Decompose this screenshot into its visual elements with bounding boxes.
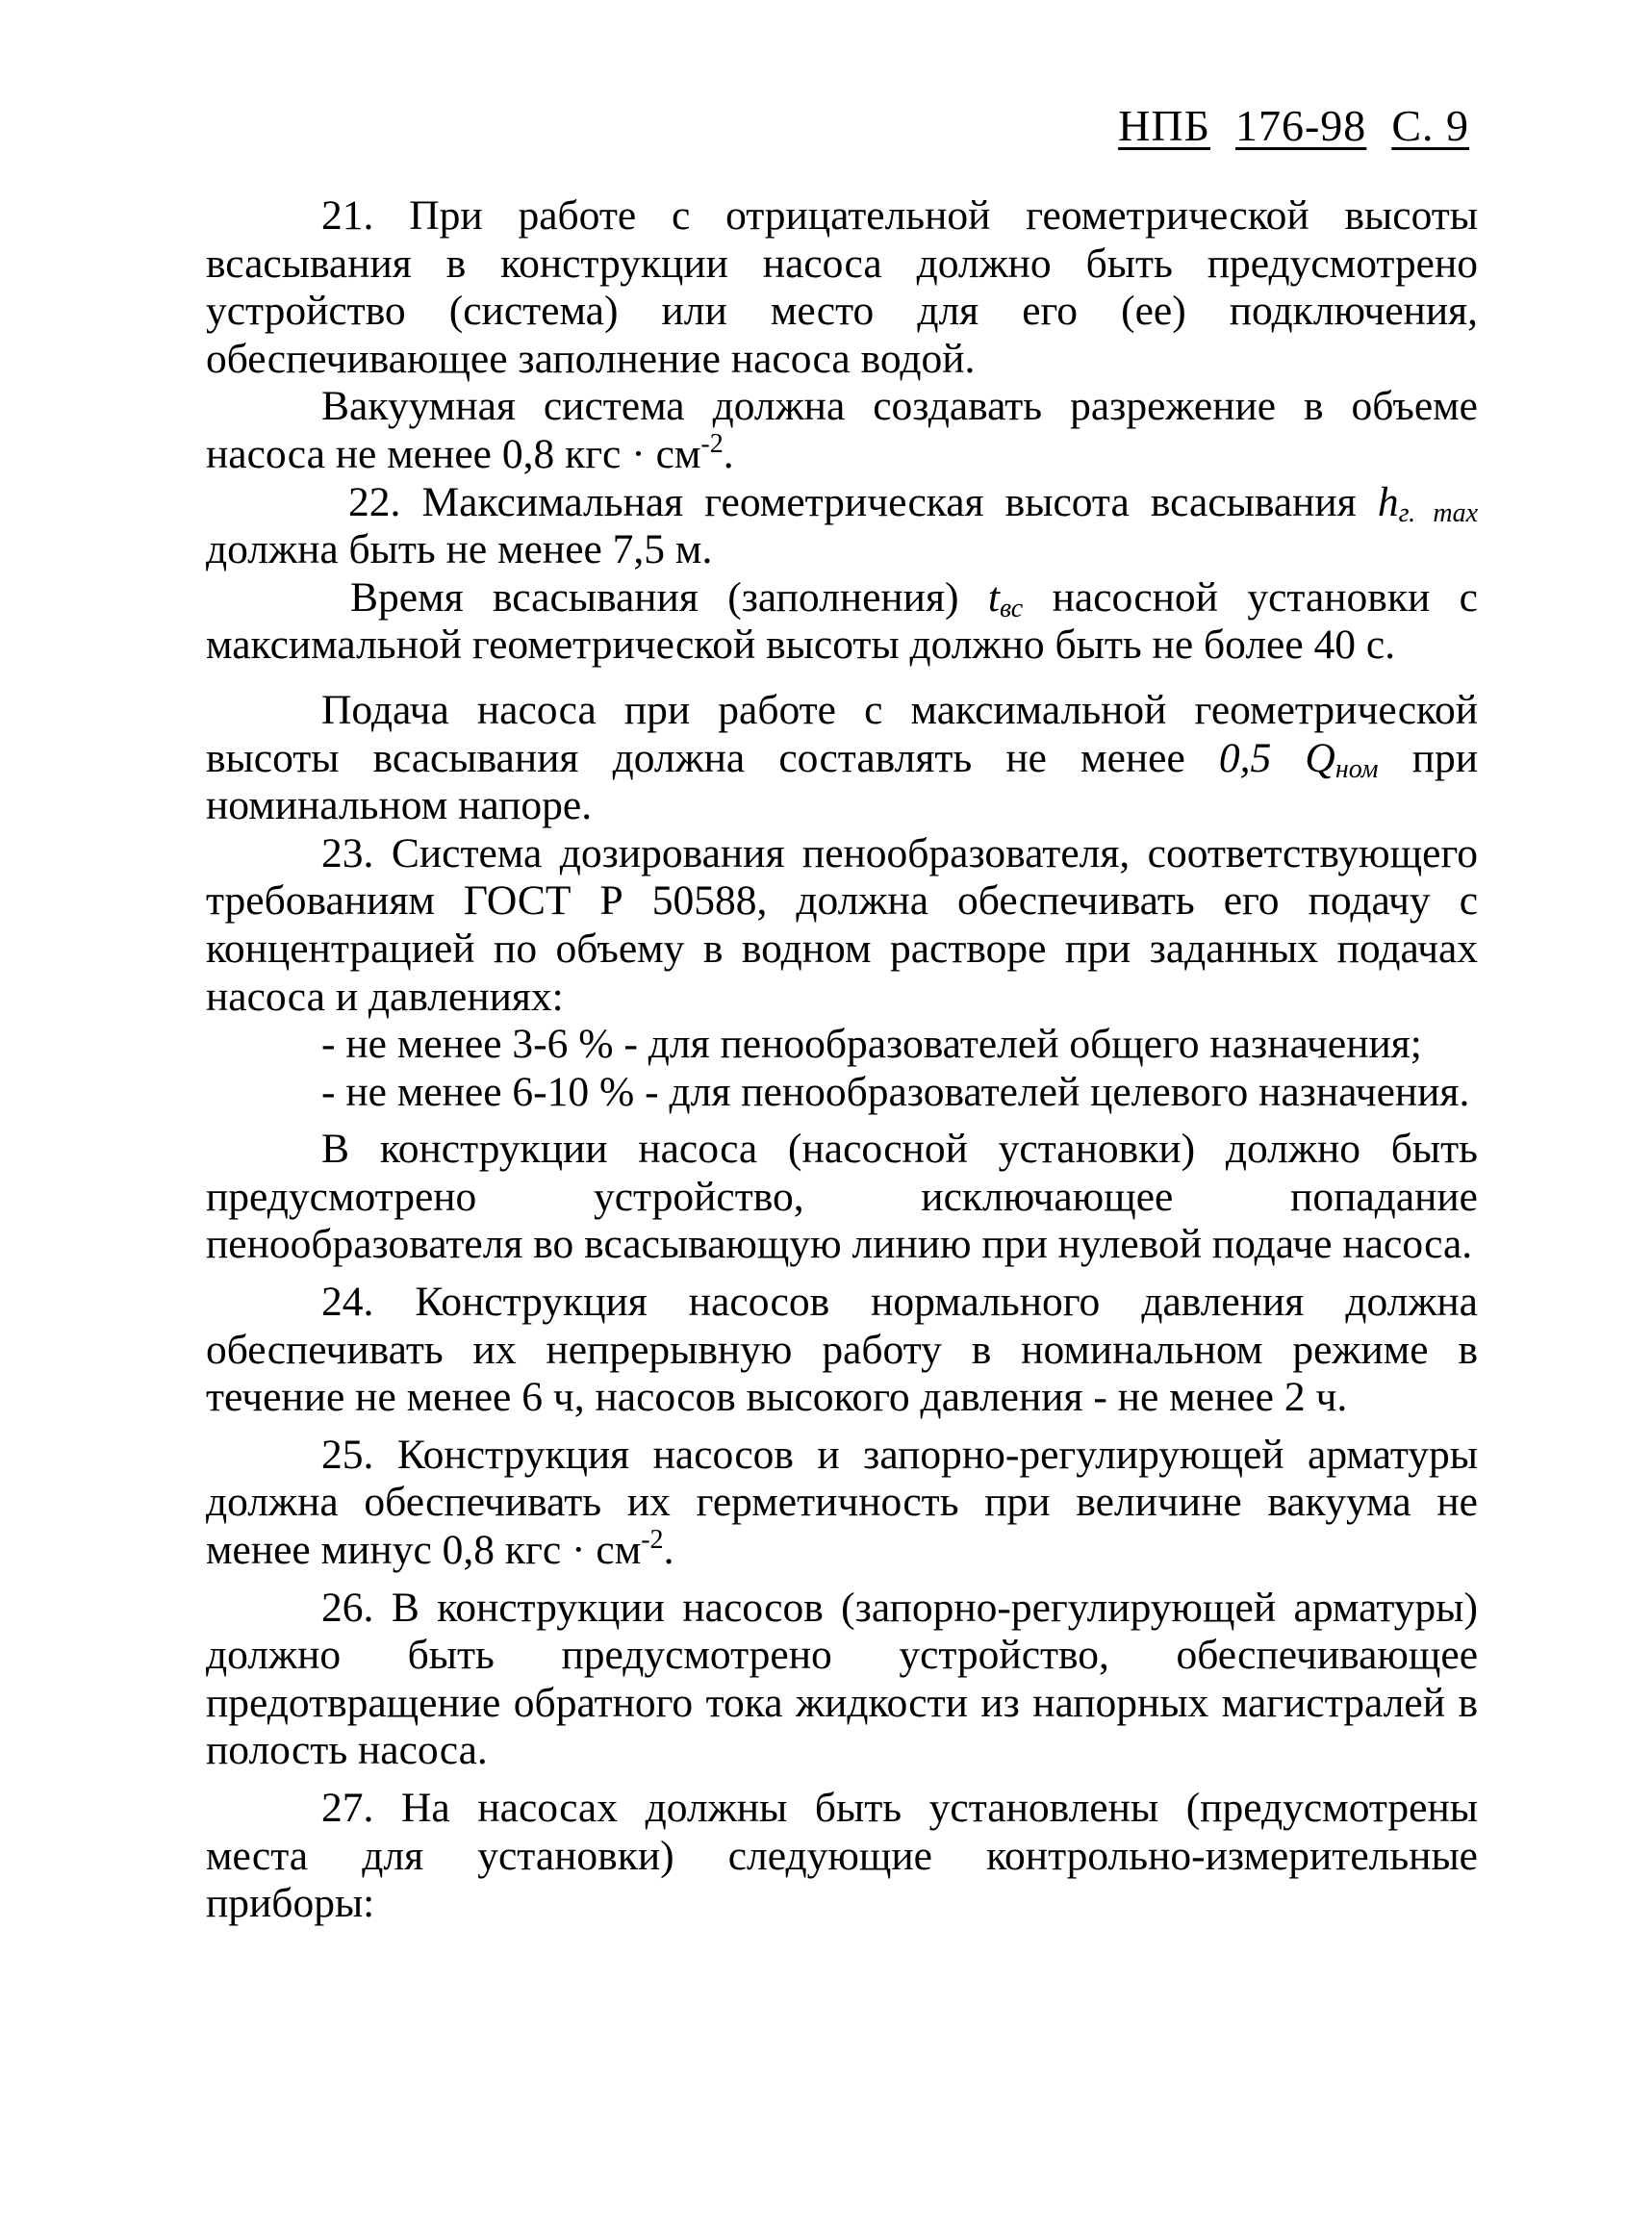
var-t-sub: вс [999, 593, 1024, 623]
clause-22 [206, 479, 1478, 574]
clause-22-flow-post: при номинальном напоре. [206, 734, 1479, 829]
clause-end-mark: . [723, 430, 734, 477]
exponent: -2 [700, 428, 724, 459]
clause-23-device: В конструкции насоса (насосной установки) должно быть предусмотрено устройство, исключающее попадание пенообразователя во всасывающую линию при нулевой подаче насоса. [206, 1126, 1478, 1268]
clause-24: 24. Конструкция насосов нормального давления должна обеспечивать их непрерывную работу в номинальном режиме в течение не менее 6 ч, насосов высокого давления - не менее 2 ч. [206, 1279, 1478, 1421]
clause-22-time-pre: Время всасывания (заполнения) [350, 573, 988, 621]
var-h: h [1377, 478, 1399, 525]
clause-23: 23. Система дозирования пенообразователя, соответствующего требованиям ГОСТ Р 50588, должна обеспечивать его подачу с концентрацией по объему в водном растворе при заданных подачах насоса и давлениях: [206, 829, 1478, 1020]
clause-22-flow-pre: Подача насоса при работе с максимальной геометрической высоты всасывания должна составлять не менее [206, 686, 1478, 781]
clause-22-time-post: насосной установки с максимальной геометрической высоты должно быть не более 40 с. [206, 573, 1478, 669]
clause-27: 27. На насосах должны быть установлены (предусмотрены места для установки) следующие контрольно-измерительные приборы: [206, 1785, 1478, 1927]
clause-22-flow [206, 687, 1478, 830]
var-t: t [987, 573, 1000, 621]
exponent: -2 [641, 1525, 664, 1556]
var-q-sub: ном [1334, 753, 1379, 784]
clause-21-vacuum [206, 383, 1478, 478]
clause-23-item-1: - не менее 3-6 % - для пенообразователей общего назначения; [321, 1021, 1422, 1068]
var-h-sub: г. max [1398, 497, 1479, 528]
clause-22-time [206, 574, 1478, 670]
page-number: С. 9 [1391, 101, 1469, 150]
clause-25-text: 25. Конструкция насосов и запорно-регулирующей арматуры должна обеспечивать их герметичность при величине вакуума не менее минус 0,8 кгс · см [206, 1431, 1478, 1574]
clause-26: 26. В конструкции насосов (запорно-регулирующей арматуры) должно быть предусмотрено устройство, обеспечивающее предотвращение обратного тока жидкости из напорных магистралей в полость насоса. [206, 1584, 1478, 1774]
var-q: 0,5 Q [1218, 734, 1335, 781]
document-body [206, 192, 1478, 1928]
clause-22-pre: 22. Максимальная геометрическая высота всасывания [348, 478, 1378, 525]
clause-23-item-2: - не менее 6-10 % - для пенообразователей целевого назначения. [321, 1068, 1470, 1115]
clause-end-mark: . [663, 1527, 674, 1574]
clause-25 [206, 1432, 1478, 1575]
page-header [1118, 101, 1469, 150]
doc-designation: НПБ [1118, 101, 1210, 150]
doc-number: 176-98 [1234, 101, 1367, 150]
clause-21-vacuum-text: Вакуумная система должна создавать разрежение в объеме насоса не менее 0,8 кгс · см [206, 383, 1478, 477]
clause-21: 21. При работе с отрицательной геометрической высоты всасывания в конструкции насоса должно быть предусмотрено устройство (система) или место для его (ее) подключения, обеспечивающее заполнение насоса водой. [206, 192, 1478, 382]
clause-22-post: должна быть не менее 7,5 м. [206, 526, 713, 573]
